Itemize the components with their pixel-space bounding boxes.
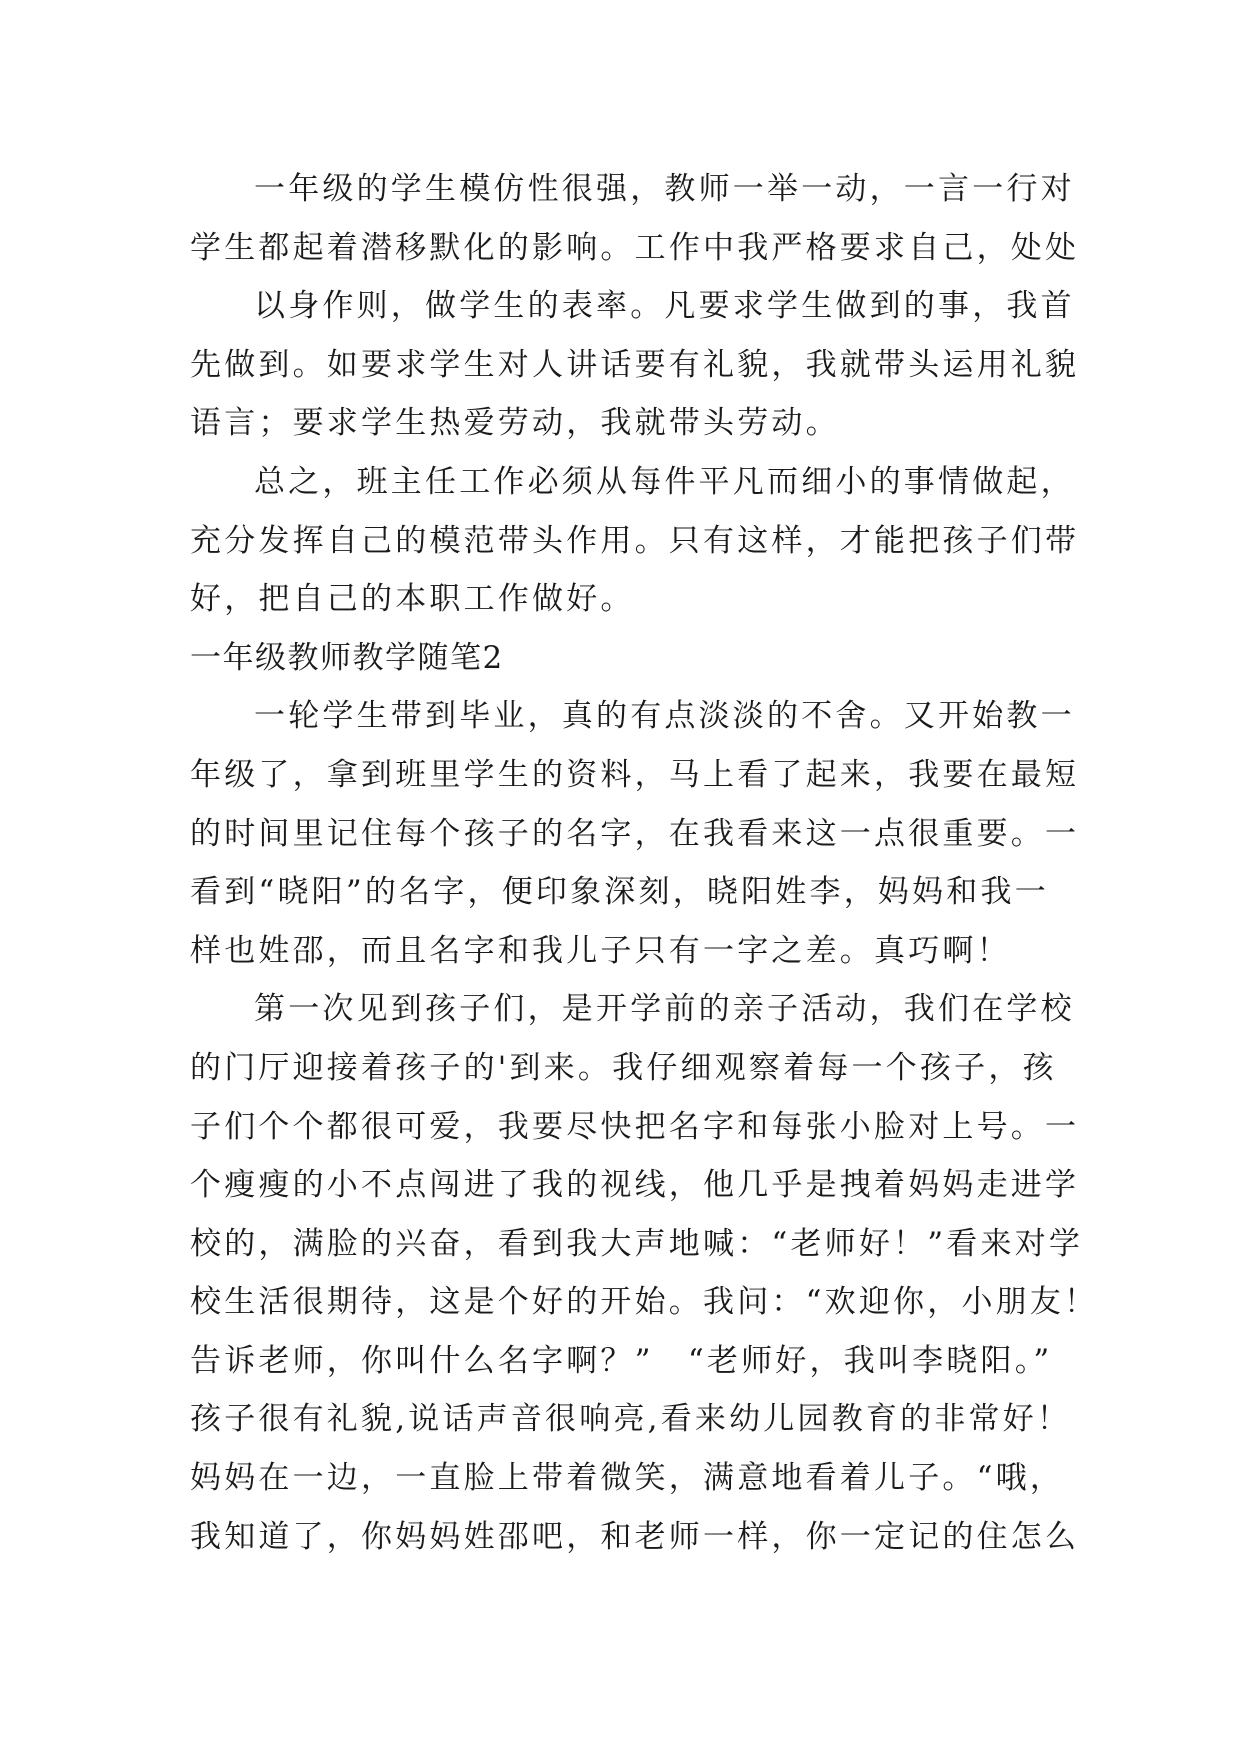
- paragraph-line: 学生都起着潜移默化的影响。工作中我严格要求自己，处处: [190, 229, 1080, 266]
- paragraph-line: 告诉老师，你叫什么名字啊？” “老师好，我叫李晓阳。”: [190, 1342, 1053, 1379]
- paragraph-line: 子们个个都很可爱，我要尽快把名字和每张小脸对上号。一: [190, 1108, 1080, 1145]
- paragraph-line: 的时间里记住每个孩子的名字，在我看来这一点很重要。一: [190, 815, 1080, 852]
- document-body: [190, 160, 1099, 1566]
- paragraph-line: 校的，满脸的兴奋，看到我大声地喊：“老师好！”看来对学: [190, 1225, 1084, 1262]
- paragraph-line: 一年级的学生模仿性很强，教师一举一动，一言一行对: [254, 171, 1075, 207]
- paragraph-line: 总之，班主任工作必须从每件平凡而细小的事情做起，: [254, 463, 1075, 500]
- paragraph-line: 年级了，拿到班里学生的资料，马上看了起来，我要在最短: [190, 756, 1080, 793]
- paragraph-line: 个瘦瘦的小不点闯进了我的视线，他几乎是拽着妈妈走进学: [190, 1167, 1080, 1204]
- paragraph-line: 语言；要求学生热爱劳动，我就带头劳动。: [190, 405, 840, 442]
- paragraph-line: 样也姓邵，而且名字和我儿子只有一字之差。真巧啊！: [190, 932, 1011, 969]
- paragraph-line: 好，把自己的本职工作做好。: [190, 581, 635, 618]
- paragraph-line: 看到“晓阳”的名字，便印象深刻，晓阳姓李，妈妈和我一: [190, 874, 1049, 911]
- paragraph-line: 我知道了，你妈妈姓邵吧，和老师一样，你一定记的住怎么: [190, 1518, 1080, 1555]
- paragraph-line: 第一次见到孩子们，是开学前的亲子活动，我们在学校: [254, 991, 1075, 1028]
- paragraph-line: 一轮学生带到毕业，真的有点淡淡的不舍。又开始教一: [254, 698, 1075, 735]
- paragraph-line: 孩子很有礼貌,说话声音很响亮,看来幼儿园教育的非常好！: [190, 1401, 1072, 1438]
- paragraph-line: 先做到。如要求学生对人讲话要有礼貌，我就带头运用礼貌: [190, 346, 1080, 383]
- paragraph-line: 的门厅迎接着孩子的'到来。我仔细观察着每一个孩子，孩: [190, 1049, 1057, 1086]
- paragraph-line: 以身作则，做学生的表率。凡要求学生做到的事，我首: [254, 288, 1075, 325]
- section-heading: 一年级教师教学随笔2: [190, 639, 504, 676]
- paragraph-line: 妈妈在一边，一直脸上带着微笑，满意地看着儿子。“哦，: [190, 1460, 1065, 1497]
- paragraph-line: 校生活很期待，这是个好的开始。我问：“欢迎你，小朋友！: [190, 1284, 1099, 1321]
- paragraph-line: 充分发挥自己的模范带头作用。只有这样，才能把孩子们带: [190, 522, 1080, 559]
